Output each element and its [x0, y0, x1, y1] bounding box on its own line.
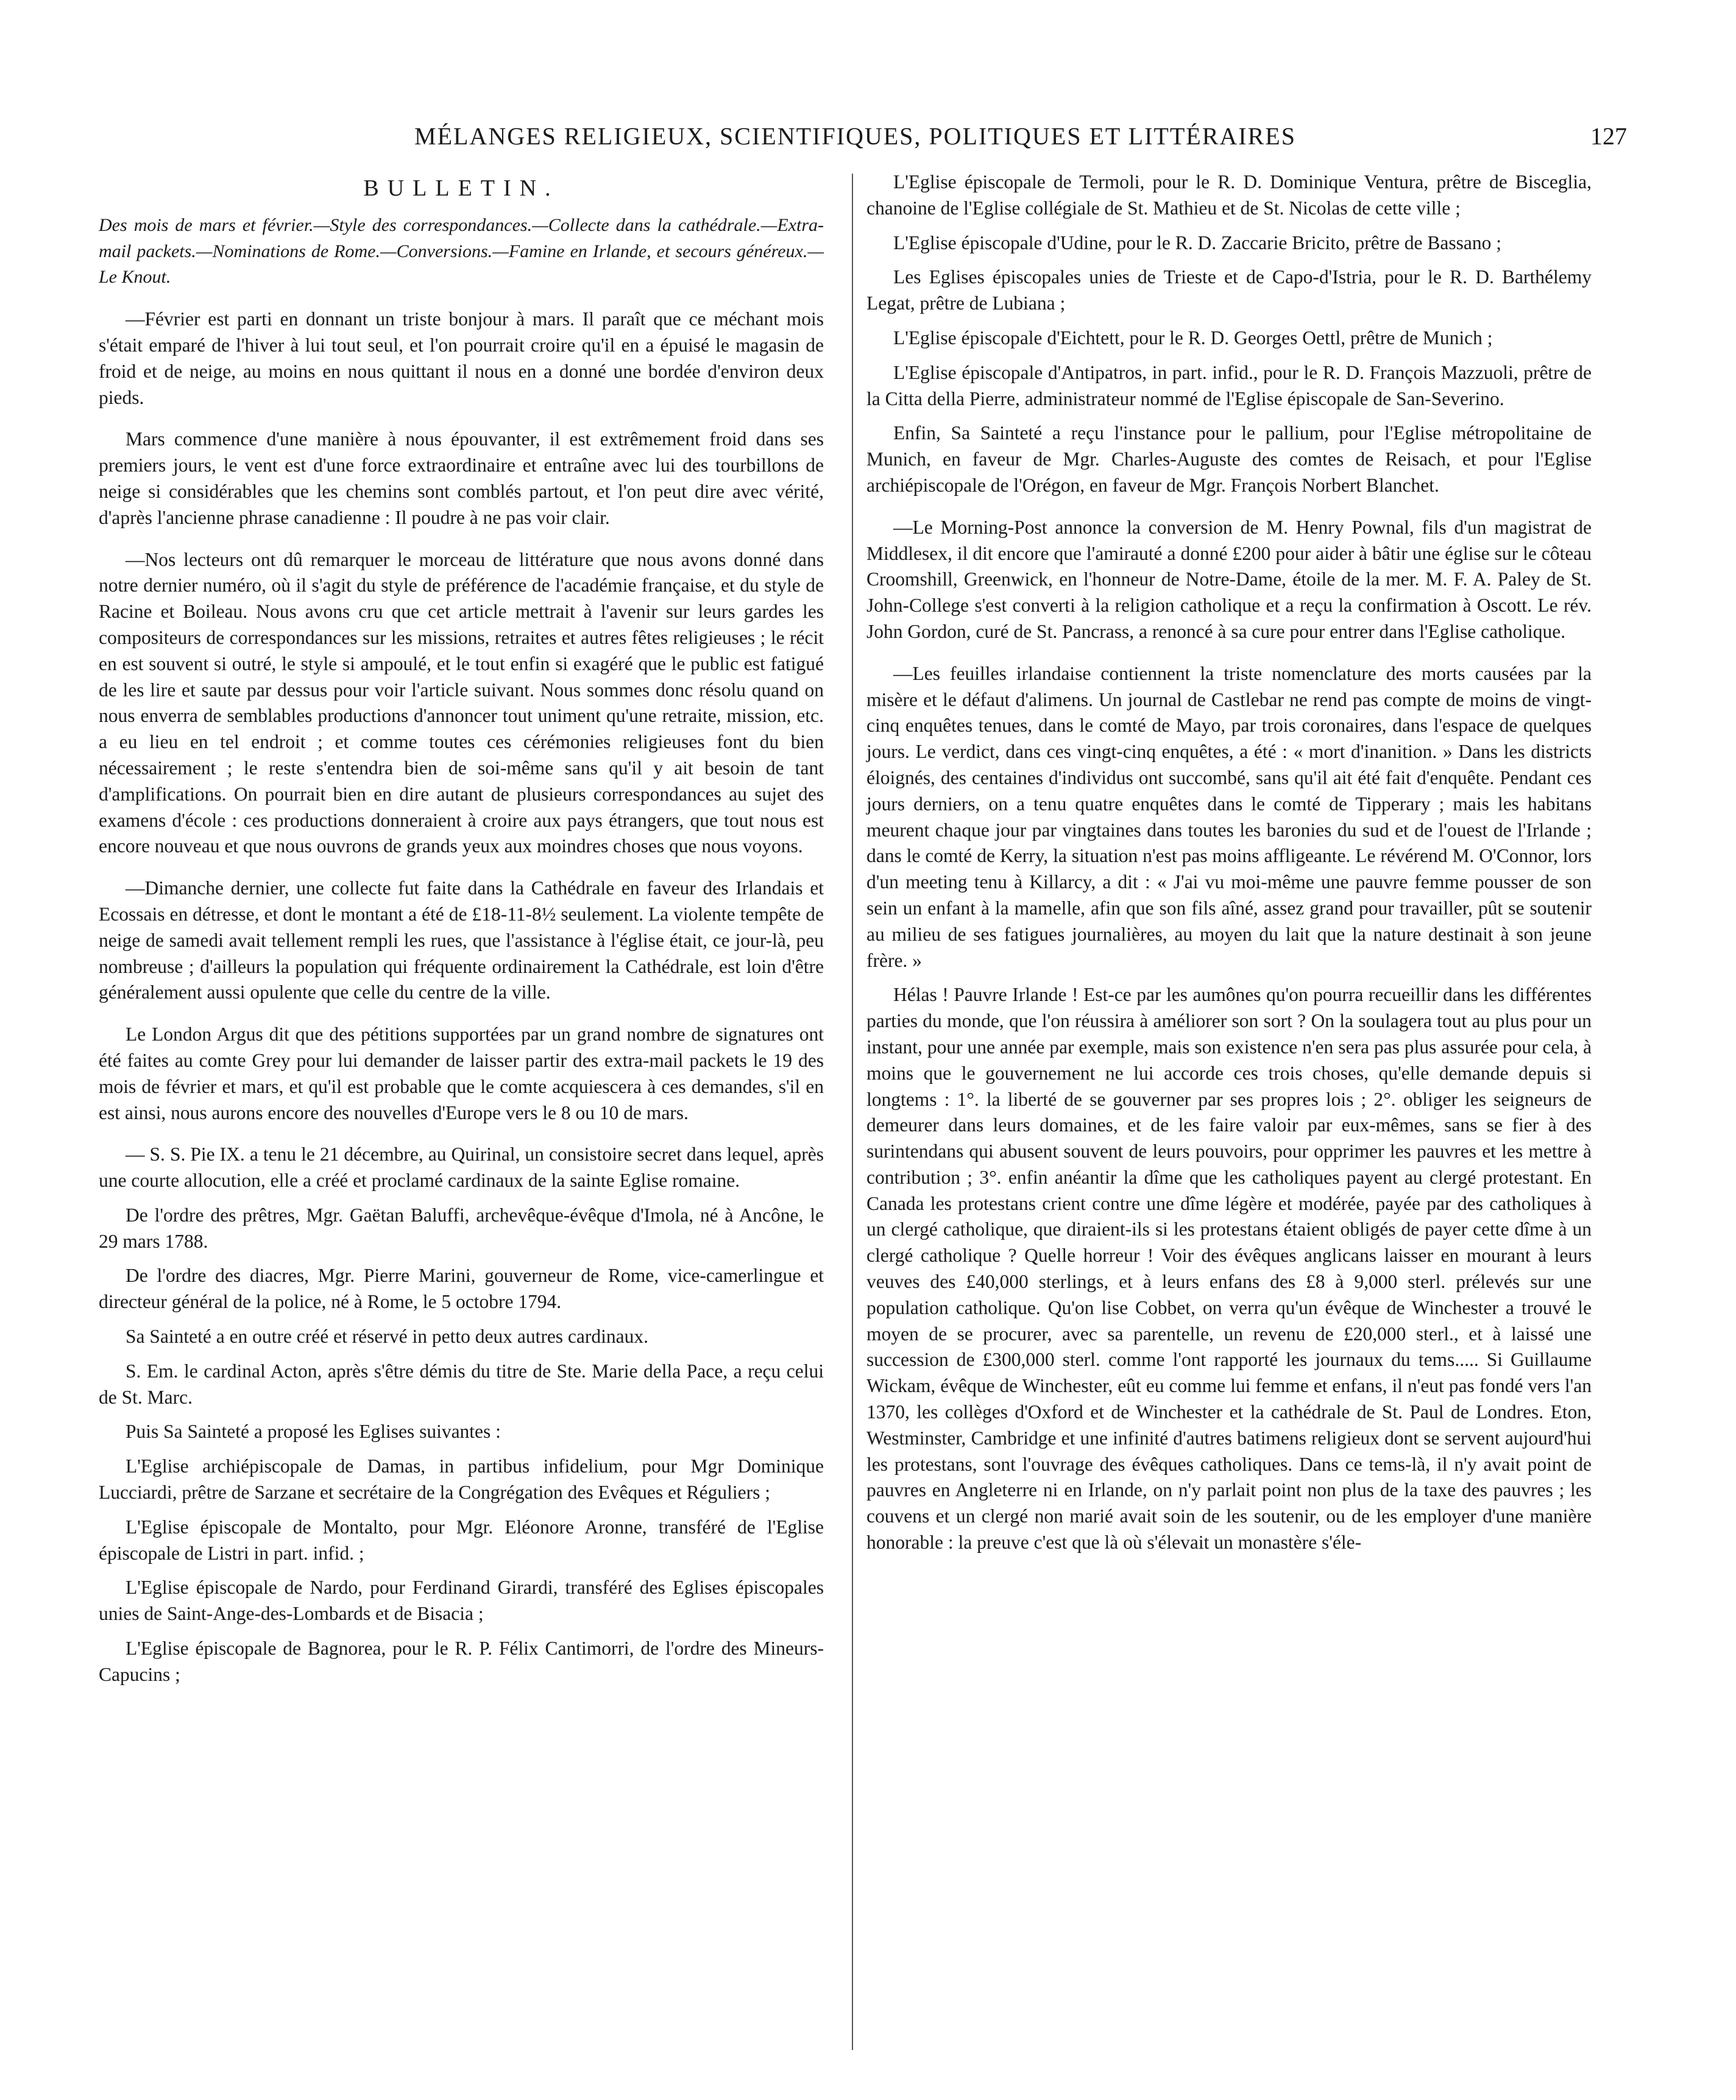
paragraph: Le London Argus dit que des pétitions supportées par un grand nombre de signatures ont été faites au comte Grey pour lui demander de laisser partir des extra-mail packets le 19 des mois de février et mars, et qu'il est probable que le comte acquiescera à ces demandes, s'il en est ainsi, nous aurons encore des nouvelles d'Europe vers le 8 ou 10 de mars. — [99, 1023, 824, 1123]
paragraph: L'Eglise épiscopale d'Antipatros, in part. infid., pour le R. D. François Mazzuoli, prêtre de la Citta della Pierre, administrateur nommé de l'Eglise épiscopale de San-Severino. — [866, 361, 1592, 409]
paragraph: — S. S. Pie IX. a tenu le 21 décembre, au Quirinal, un consistoire secret dans lequel, après une courte allocution, elle a créé et proclamé cardinaux de la sainte Eglise romaine. — [99, 1144, 824, 1192]
paragraph: Sa Sainteté a en outre créé et réservé in petto deux autres cardinaux. — [126, 1326, 648, 1348]
paragraph: L'Eglise archiépiscopale de Damas, in partibus infidelium, pour Mgr Dominique Lucciardi, prêtre de Sarzane et secrétaire de la Congrégation des Evêques et Réguliers ; — [99, 1455, 824, 1504]
paragraph: L'Eglise épiscopale de Nardo, pour Ferdinand Girardi, transféré des Eglises épiscopales unies de Saint-Ange-des-Lombards et de Bisacia ; — [99, 1577, 824, 1625]
page-number: 127 — [1590, 122, 1627, 150]
paragraph: L'Eglise épiscopale d'Udine, pour le R. D. Zaccarie Bricito, prêtre de Bassano ; — [893, 232, 1502, 253]
paragraph: L'Eglise épiscopale de Bagnorea, pour le R. P. Félix Cantimorri, de l'ordre des Mineurs-Capucins ; — [99, 1638, 824, 1685]
paragraph: Puis Sa Sainteté a proposé les Eglises suivantes : — [126, 1421, 501, 1443]
paragraph: Enfin, Sa Sainteté a reçu l'instance pour le pallium, pour l'Eglise métropolitaine de Munich, en faveur de Mgr. Charles-Auguste des comtes de Reisach, et pour l'Eglise archiépiscopale de l'Orégon, en faveur de Mgr. François Norbert Blanchet. — [866, 422, 1592, 496]
paragraph: L'Eglise épiscopale de Termoli, pour le R. D. Dominique Ventura, prêtre de Bisceglia, chanoine de l'Eglise collégiale de St. Mathieu et de St. Nicolas de cette ville ; — [866, 171, 1592, 219]
paragraph: S. Em. le cardinal Acton, après s'être démis du titre de Ste. Marie della Pace, a reçu celui de St. Marc. — [99, 1360, 824, 1408]
paragraph: —Les feuilles irlandaise contiennent la triste nomenclature des morts causées par la misère et le défaut d'alimens. Un journal de Castlebar ne rend pas compte de moins de vingt-cinq enquêtes tenues, dans le comté de Mayo, par trois coronaires, dans l'espace de quelques jours. Le verdict, dans ces vingt-cinq enquêtes, a été : « mort d'inanition. » Dans les districts éloignés, des centaines d'individus ont succombé, sans qu'il ait été fait d'enquête. Pendant ces jours derniers, on a tenu quatre enquêtes dans le comté de Tipperary ; mais les habitans meurent chaque jour par vingtaines dans toutes les baronies du sud et de l'ouest de l'Irlande ; dans le comté de Kerry, la situation n'est pas moins affligeante. Le révérend M. O'Connor, lors d'un meeting tenu à Killarcy, a dit : « J'ai vu moi-même une pauvre femme pousser de son sein un enfant à la mamelle, afin que son fils aîné, assez grand pour travailler, pût se soutenir au milieu de ses fatigues journalières, au moyen du lait que la nature destinait à son jeune frère. » — [866, 662, 1592, 971]
section-summary: Des mois de mars et février.—Style des correspondances.—Collecte dans la cathédrale.—Extra-mail packets.—Nominations de Rome.—Conversions.—Famine en Irlande, et secours généreux.—Le Knout. — [99, 214, 824, 288]
paragraph: Hélas ! Pauvre Irlande ! Est-ce par les aumônes qu'on pourra recueillir dans les différentes parties du monde, que l'on réussira à améliorer son sort ? On la soulagera tout au plus pour un instant, pour une année par exemple, mais son existence n'en sera pas plus assurée pour cela, à moins que le gouvernement ne lui accorde ces trois choses, qu'elle demande depuis si longtems : 1°. la liberté de se gouverner par ses propres lois ; 2°. obliger les seigneurs de demeurer dans leurs domaines, et de les faire valoir par eux-mêmes, sans se fier à des surintendans qui abusent souvent de leurs pouvoirs, pour opprimer les pauvres et les mettre à contribution ; 3°. enfin anéantir la dîme que les catholiques payent au clergé protestant. En Canada les protestans crient contre une dîme légère et modérée, payée par des catholiques à un clergé catholique, que diraient-ils si les protestans étaient obligés de payer cette dîme à un clergé catholique ? Quelle horreur ! Voir des évêques anglicans laisser en mourant à leurs veuves des £40,000 sterlings, et à leurs enfans des £8 à 9,000 sterl. prélevés sur une population catholique. Qu'on lise Cobbet, on verra qu'un évêque de Winchester a trouvé le moyen de se procurer, avec sa parentelle, un revenu de £20,000 sterl., et à laissé une succession de £300,000 sterl. comme l'ont rapporté les journaux du tems..... Si Guillaume Wickam, évêque de Winchester, eût eu comme lui femme et enfans, il n'eut pas fondé vers l'an 1370, les collèges d'Oxford et de Winchester et la cathédrale de St. Paul de Londres. Eton, Westminster, Cambridge et une infinité d'autres batimens religieux dont se servent aujourd'hui les protestans, sont l'ouvrage des évêques catholiques. Dans ce tems-là, il n'y avait point de pauvres en Angleterre ni en Irlande, on n'y parlait point non plus de la taxe des pauvres ; les couvens et un clergé non marié avait soin de les soutenir, ou de les employer d'une manière honorable : la preuve c'est que là où s'élevait un monastère s'éle- — [866, 984, 1592, 1554]
section-title: BULLETIN. — [363, 175, 559, 201]
column-divider — [852, 174, 853, 2050]
paragraph: L'Eglise épiscopale de Montalto, pour Mgr. Eléonore Aronne, transféré de l'Eglise épiscopale de Listri in part. infid. ; — [99, 1516, 824, 1564]
paragraph: —Février est parti en donnant un triste bonjour à mars. Il paraît que ce méchant mois s'était emparé de l'hiver à lui tout seul, et l'on pourrait croire qu'il en a épuisé le magasin de froid et de neige, au moins en nous quittant il nous en a donné une bordée d'environ deux pieds. — [99, 308, 824, 408]
page-header — [122, 122, 1627, 158]
paragraph: L'Eglise épiscopale d'Eichtett, pour le R. D. Georges Oettl, prêtre de Munich ; — [893, 327, 1493, 348]
running-title: MÉLANGES RELIGIEUX, SCIENTIFIQUES, POLITIQUES ET LITTÉRAIRES — [414, 122, 1296, 150]
left-column — [99, 169, 824, 1697]
paragraph: De l'ordre des diacres, Mgr. Pierre Marini, gouverneur de Rome, vice-camerlingue et directeur général de la police, né à Rome, le 5 octobre 1794. — [99, 1265, 824, 1313]
paragraph: De l'ordre des prêtres, Mgr. Gaëtan Baluffi, archevêque-évêque d'Imola, né à Ancône, le 29 mars 1788. — [99, 1204, 824, 1252]
right-column — [866, 169, 1592, 1564]
paragraph: Les Eglises épiscopales unies de Trieste et de Capo-d'Istria, pour le R. D. Barthélemy Legat, prêtre de Lubiana ; — [866, 266, 1592, 314]
paragraph: —Le Morning-Post annonce la conversion de M. Henry Pownal, fils d'un magistrat de Middlesex, il dit encore que l'amirauté a donné £200 pour aider à bâtir une église sur le côteau Croomshill, Greenwick, en l'honneur de Notre-Dame, étoile de la mer. M. F. A. Paley de St. John-College s'est converti à la religion catholique et a reçu la confirmation à Oscott. Le rév. John Gordon, curé de St. Pancrass, a renoncé à sa cure pour entrer dans l'Eglise catholique. — [866, 516, 1592, 642]
paragraph: Mars commence d'une manière à nous épouvanter, il est extrêmement froid dans ses premiers jours, le vent est d'une force extraordinaire et entraîne avec lui des tourbillons de neige si considérables que les chemins sont comblés partout, et l'on peut dire avec vérité, d'après l'ancienne phrase canadienne : Il poudre à ne pas voir clair. — [99, 428, 824, 528]
paragraph: —Nos lecteurs ont dû remarquer le morceau de littérature que nous avons donné dans notre dernier numéro, où il s'agit du style de préférence de l'académie française, et du style de Racine et Boileau. Nous avons cru que cet article mettrait à l'avenir sur leurs gardes les compositeurs de correspondances sur les missions, retraites et autres fêtes religieuses ; le récit en est souvent si outré, le style si ampoulé, et le tout enfin si exagéré que le public est fatigué de les lire et saute par dessus pour voir l'article suivant. Nous sommes donc résolu quand on nous enverra de semblables productions d'annoncer tout uniment qu'une retraite, mission, etc. a eu lieu en tel endroit ; et comme toutes ces cérémonies religieuses font du bien nécessairement ; le reste s'entendra bien de soi-même sans qu'il y ait besoin de tant d'amplifications. On pourrait bien en dire autant de plusieurs correspondances au sujet des examens d'école : ces productions donneraient à croire aux pays étrangers, que tout nous est encore nouveau et que nous ouvrons de grands yeux aux moindres choses que nous voyons. — [99, 548, 824, 857]
paragraph: —Dimanche dernier, une collecte fut faite dans la Cathédrale en faveur des Irlandais et Ecossais en détresse, et dont le montant a été de £18-11-8½ seulement. La violente tempête de neige de samedi avait tellement rempli les rues, que l'assistance à l'église était, ce jour-là, peu nombreuse ; d'ailleurs la population qui fréquente ordinairement la Cathédrale, est loin d'être généralement aussi opulente que celle du centre de la ville. — [99, 877, 824, 1003]
